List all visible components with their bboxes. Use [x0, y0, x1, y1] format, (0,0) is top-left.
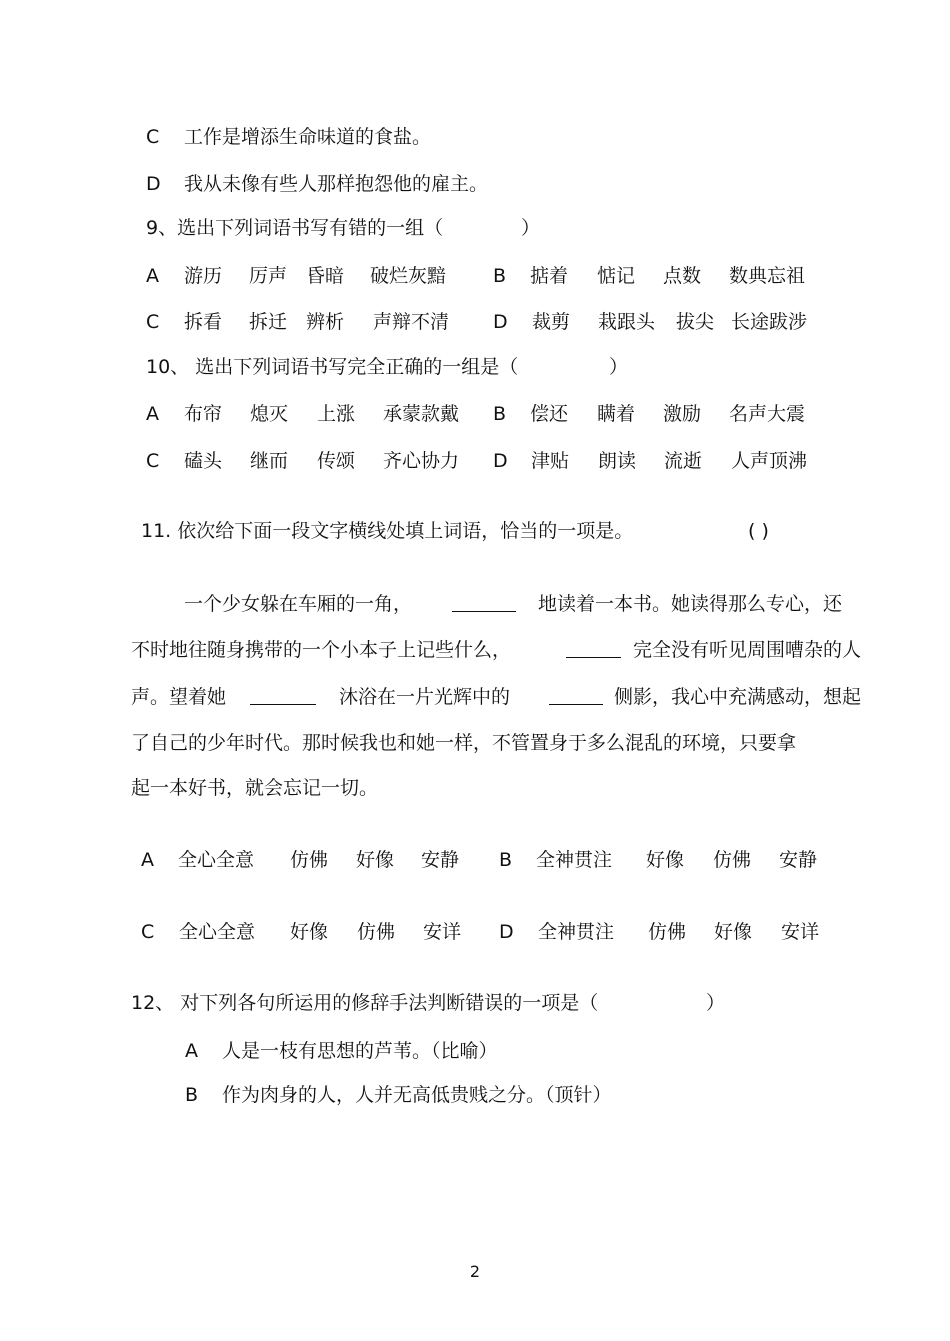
q11-option-c-word: 好像: [290, 921, 329, 943]
q9-option-a-letter: A: [146, 265, 159, 287]
q9-stem-close: ）: [521, 217, 541, 239]
q12-option-b-letter: B: [185, 1084, 199, 1106]
q10-option-a-word: 承蒙款戴: [383, 403, 460, 425]
q10-option-a-letter: A: [146, 403, 159, 425]
q11-option-c-word: 全心全意: [179, 921, 256, 943]
q10-option-a-word: 上涨: [317, 403, 356, 425]
q11-passage-text: 起一本好书，就会忘记一切。: [131, 777, 379, 799]
q10-option-d-word: 朗读: [598, 450, 637, 472]
q8-option-d-text: 我从未像有些人那样抱怨他的雇主。: [184, 173, 489, 195]
q9-option-a-word: 厉声: [249, 265, 288, 287]
q10-stem: 10、 选出下列词语书写完全正确的一组是（: [146, 356, 519, 378]
q8-option-c-letter: C: [146, 126, 160, 148]
q11-option-a-word: 仿佛: [290, 849, 329, 871]
q9-option-c-word: 声辩不清: [373, 311, 450, 333]
q11-passage-text: 了自己的少年时代。那时候我也和她一样，不管置身于多么混乱的环境，只要拿: [131, 732, 797, 754]
q11-option-d-word: 仿佛: [648, 921, 687, 943]
q9-option-d-letter: D: [493, 311, 508, 333]
q9-option-b-word: 点数: [663, 265, 702, 287]
q11-option-c-letter: C: [141, 921, 155, 943]
q10-option-b-word: 名声大震: [729, 403, 806, 425]
q11-option-b-word: 安静: [779, 849, 818, 871]
q10-option-b-word: 偿还: [530, 403, 569, 425]
q11-option-a-word: 安静: [421, 849, 460, 871]
q11-option-d-word: 好像: [714, 921, 753, 943]
page-number: 2: [469, 1262, 481, 1281]
q9-option-d-word: 长途跋涉: [731, 311, 808, 333]
q12-option-a-letter: A: [185, 1040, 198, 1062]
q12-option-a-text: 人是一枝有思想的芦苇。（比喻）: [222, 1040, 498, 1062]
q9-option-c-letter: C: [146, 311, 160, 333]
q11-option-c-word: 仿佛: [357, 921, 396, 943]
q11-passage-text: 完全没有听见周围嘈杂的人: [633, 639, 862, 661]
q9-option-d-word: 裁剪: [532, 311, 571, 333]
q12-option-b-text: 作为肉身的人，人并无高低贵贱之分。（顶针）: [222, 1084, 612, 1106]
q10-stem-close: ）: [609, 356, 629, 378]
q9-option-a-word: 游历: [184, 265, 223, 287]
q10-option-b-word: 瞒着: [597, 403, 636, 425]
q8-option-d-letter: D: [146, 173, 161, 195]
q9-option-b-word: 掂着: [530, 265, 569, 287]
q11-passage-text: 地读着一本书。她读得那么专心，还: [538, 593, 843, 615]
q11-option-a-word: 全心全意: [178, 849, 255, 871]
q11-passage-text: 沐浴在一片光辉中的: [339, 686, 511, 708]
q11-option-c-word: 安详: [423, 921, 462, 943]
q10-option-d-word: 流逝: [664, 450, 703, 472]
q12-stem: 12、 对下列各句所运用的修辞手法判断错误的一项是（: [131, 992, 599, 1014]
q10-option-b-word: 激励: [663, 403, 702, 425]
q10-option-b-letter: B: [493, 403, 507, 425]
q9-option-c-word: 拆迁: [249, 311, 288, 333]
q11-blank-3: [250, 686, 316, 712]
q10-option-a-word: 熄灭: [250, 403, 289, 425]
q9-option-c-word: 拆看: [184, 311, 223, 333]
q10-option-a-word: 布帘: [184, 403, 223, 425]
q9-option-b-letter: B: [493, 265, 507, 287]
q11-passage-text: 侧影，我心中充满感动，想起: [614, 686, 862, 708]
q11-option-d-word: 安详: [781, 921, 820, 943]
q10-option-c-word: 传颂: [317, 450, 356, 472]
q11-option-b-letter: B: [499, 849, 513, 871]
q11-answer-paren: ( ): [748, 520, 769, 542]
q11-passage-text: 声。望着她: [131, 686, 227, 708]
q9-option-d-word: 栽跟头: [598, 311, 656, 333]
q8-option-c-text: 工作是增添生命味道的食盐。: [184, 126, 432, 148]
q11-option-b-word: 好像: [646, 849, 685, 871]
q9-option-b-word: 惦记: [597, 265, 636, 287]
q11-blank-2: [566, 639, 621, 665]
q10-option-d-word: 人声顶沸: [731, 450, 808, 472]
q9-option-a-word: 破烂灰黯: [370, 265, 447, 287]
q11-passage-text: 不时地往随身携带的一个小本子上记些什么，: [131, 639, 512, 661]
q11-blank-1: [452, 593, 516, 619]
q11-option-b-word: 仿佛: [713, 849, 752, 871]
q9-option-d-word: 拔尖: [676, 311, 715, 333]
q10-option-d-letter: D: [493, 450, 508, 472]
q11-option-a-letter: A: [141, 849, 154, 871]
q12-stem-close: ）: [706, 992, 726, 1014]
q11-passage-text: 一个少女躲在车厢的一角，: [184, 593, 413, 615]
q11-option-a-word: 好像: [356, 849, 395, 871]
q10-option-c-word: 磕头: [184, 450, 223, 472]
q9-option-c-word: 辨析: [306, 311, 345, 333]
q11-blank-4: [549, 686, 603, 712]
q10-option-c-letter: C: [146, 450, 160, 472]
q10-option-c-word: 齐心协力: [383, 450, 460, 472]
q9-option-a-word: 昏暗: [306, 265, 345, 287]
q10-option-c-word: 继而: [250, 450, 289, 472]
q11-option-b-word: 全神贯注: [536, 849, 613, 871]
q11-stem: 11. 依次给下面一段文字横线处填上词语，恰当的一项是。: [141, 520, 634, 542]
q9-option-b-word: 数典忘祖: [729, 265, 806, 287]
q10-option-d-word: 津贴: [531, 450, 570, 472]
q11-option-d-word: 全神贯注: [538, 921, 615, 943]
q9-stem: 9、选出下列词语书写有错的一组（: [146, 217, 444, 239]
q11-option-d-letter: D: [499, 921, 514, 943]
